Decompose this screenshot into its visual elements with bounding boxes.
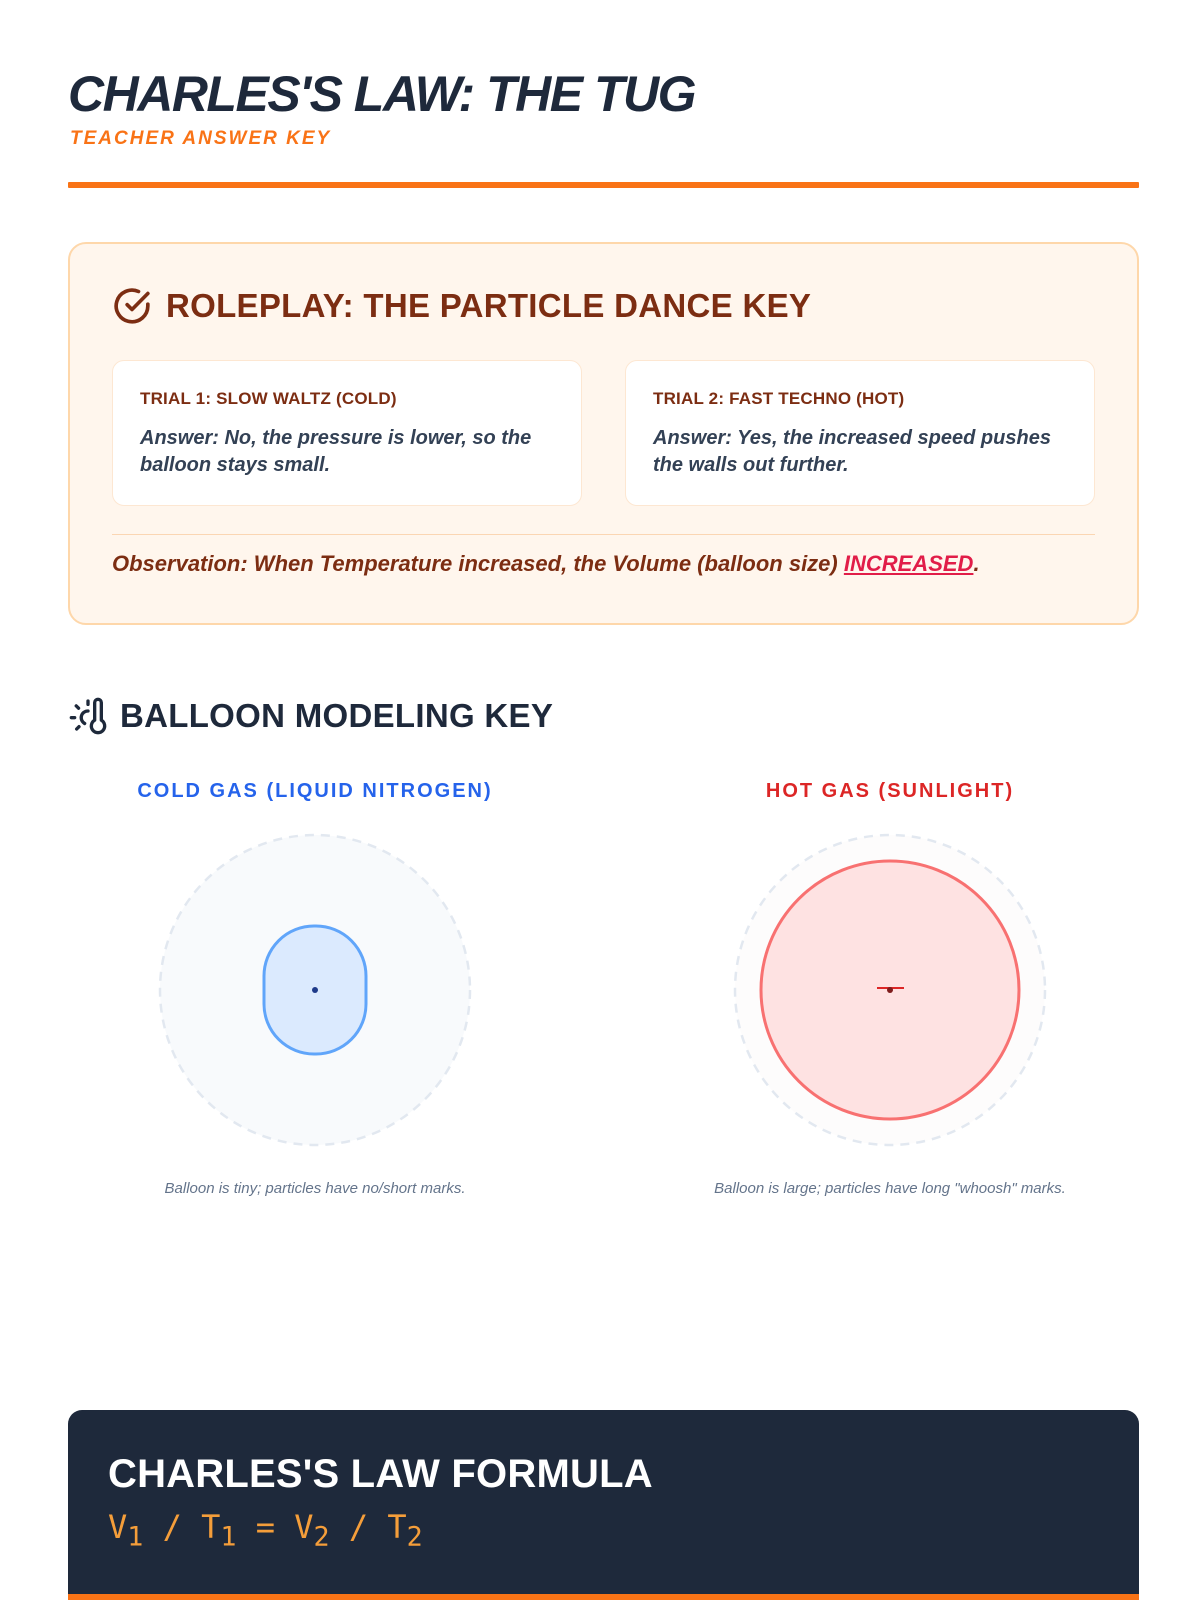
trial-2-card (625, 360, 1095, 506)
trial-1-answer: Answer: No, the pressure is lower, so the balloon stays small. (140, 427, 532, 476)
hot-balloon-diagram (650, 830, 1130, 1150)
formula-t1: T (201, 1508, 221, 1546)
observation-prefix: Observation: When Temperature increased, the Volume (balloon size) (112, 551, 844, 576)
header-divider (68, 182, 1139, 188)
observation-answer: INCREASED (843, 551, 974, 576)
formula-t2-subscript: 2 (406, 1521, 423, 1553)
formula-v2-subscript: 2 (313, 1521, 330, 1553)
formula-banner (68, 1410, 1139, 1600)
hot-gas-panel (650, 780, 1130, 1220)
roleplay-header (112, 286, 811, 326)
cold-particle (312, 987, 318, 993)
formula-equation: $V_1 / T_1 = V_2 / T_2$ (108, 1508, 423, 1553)
thermometer-sun-icon (68, 696, 108, 736)
formula-t2: T (387, 1508, 407, 1546)
formula-v1-subscript: 1 (127, 1521, 144, 1553)
cold-balloon-diagram (75, 830, 555, 1150)
hot-particle (887, 987, 893, 993)
formula-v1: V (108, 1508, 128, 1546)
observation-suffix: . (973, 551, 980, 576)
hot-gas-label: HOT GAS (SUNLIGHT) (765, 780, 1015, 802)
formula-t1-subscript: 1 (220, 1521, 237, 1553)
trial-1-label: TRIAL 1: SLOW WALTZ (COLD) (140, 389, 397, 408)
formula-title: CHARLES'S LAW FORMULA (108, 1452, 653, 1496)
hot-gas-caption: Balloon is large; particles have long "whoosh" marks. (714, 1180, 1066, 1197)
trial-1-card (112, 360, 582, 506)
roleplay-divider (112, 534, 1095, 535)
cold-gas-panel (75, 780, 555, 1220)
balloon-modeling-title: BALLOON MODELING KEY (120, 697, 554, 734)
formula-v2: V (294, 1508, 314, 1546)
cold-gas-caption: Balloon is tiny; particles have no/short marks. (164, 1180, 466, 1197)
roleplay-title: ROLEPLAY: THE PARTICLE DANCE KEY (166, 287, 812, 324)
trial-2-answer: Answer: Yes, the increased speed pushes the walls out further. (653, 427, 1051, 476)
balloon-modeling-header (68, 696, 553, 736)
page-subtitle: TEACHER ANSWER KEY (70, 128, 332, 149)
roleplay-card (68, 242, 1139, 625)
check-circle-icon (112, 286, 152, 326)
observation-text (112, 551, 980, 577)
page-title: CHARLES'S LAW: THE TUG (68, 66, 696, 122)
cold-gas-label: COLD GAS (LIQUID NITROGEN) (137, 780, 493, 802)
trial-2-label: TRIAL 2: FAST TECHNO (HOT) (653, 389, 905, 408)
